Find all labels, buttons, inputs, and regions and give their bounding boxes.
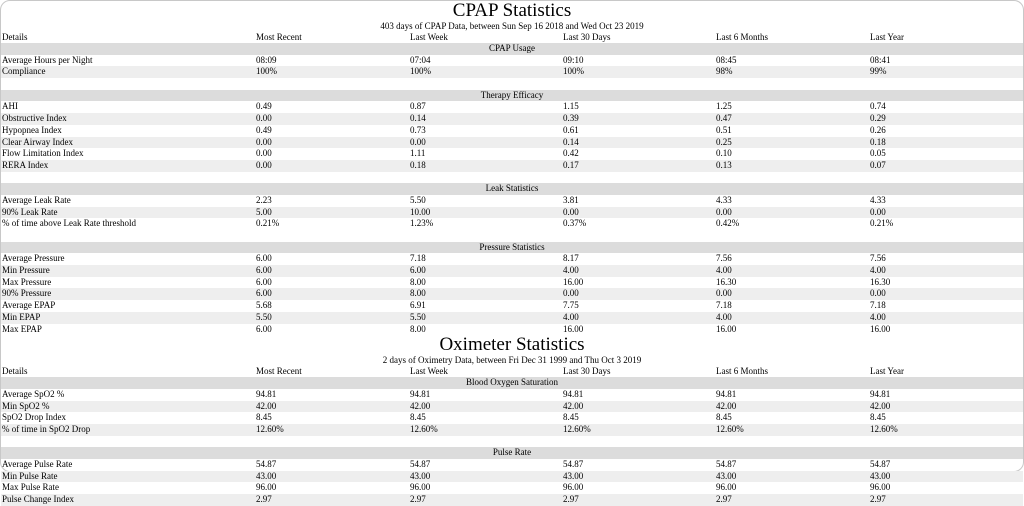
row-value: 0.18 — [410, 159, 426, 170]
row-value: 8.00 — [410, 323, 426, 334]
column-header: Details — [2, 32, 28, 42]
row-value: 0.00 — [563, 288, 579, 299]
column-header: Last Year — [870, 366, 904, 377]
row-value: 16.30 — [870, 276, 891, 287]
row-value: 99% — [870, 66, 887, 77]
row-label: Max Pressure — [2, 276, 52, 287]
row-label: RERA Index — [2, 159, 49, 170]
row-value: 0.87 — [410, 101, 426, 112]
row-value: 2.97 — [256, 494, 272, 505]
row-value: 2.23 — [256, 194, 272, 205]
row-value: 94.81 — [563, 388, 584, 399]
column-header: Last 6 Months — [716, 32, 769, 42]
row-value: 0.21% — [256, 218, 280, 229]
row-value: 6.00 — [410, 265, 426, 276]
row-value: 6.00 — [256, 253, 272, 264]
column-header: Last Week — [410, 366, 448, 377]
row-label: 90% Pressure — [2, 288, 52, 299]
group-header: Leak Statistics — [1, 183, 1023, 195]
group-header: Therapy Efficacy — [1, 90, 1023, 102]
row-value: 0.42% — [716, 218, 740, 229]
row-value: 42.00 — [563, 400, 584, 411]
row-label: Min EPAP — [2, 311, 41, 322]
row-value: 10.00 — [410, 206, 431, 217]
row-value: 4.00 — [870, 311, 886, 322]
row-value: 0.00 — [256, 148, 272, 159]
row-value: 42.00 — [870, 400, 891, 411]
row-value: 0.00 — [256, 159, 272, 170]
table-row — [1, 412, 1023, 424]
row-value: 08:09 — [256, 54, 277, 65]
row-value: 16.00 — [563, 323, 584, 334]
column-header: Last Year — [870, 32, 904, 42]
row-value: 0.05 — [870, 148, 886, 159]
row-value: 6.00 — [256, 265, 272, 276]
group-header: Blood Oxygen Saturation — [1, 377, 1023, 389]
group-header: Pressure Statistics — [1, 242, 1023, 254]
row-label: Hypopnea Index — [2, 124, 62, 135]
row-value: 0.00 — [870, 288, 886, 299]
row-value: 43.00 — [870, 470, 891, 481]
row-value: 07:04 — [410, 54, 431, 65]
row-value: 0.14 — [563, 136, 579, 147]
row-value: 43.00 — [410, 470, 431, 481]
row-value: 4.33 — [716, 194, 732, 205]
row-value: 0.49 — [256, 101, 272, 112]
table-row — [1, 125, 1023, 137]
table-row — [1, 207, 1023, 219]
row-value: 12.60% — [870, 423, 898, 434]
row-value: 0.47 — [716, 113, 732, 124]
row-value: 94.81 — [256, 388, 277, 399]
row-value: 0.26 — [870, 124, 886, 135]
row-value: 0.37% — [563, 218, 587, 229]
row-value: 0.39 — [563, 113, 579, 124]
table-row — [1, 389, 1023, 401]
table-row — [1, 424, 1023, 436]
row-label: Max EPAP — [2, 323, 42, 334]
row-value: 0.73 — [410, 124, 426, 135]
row-label: Min Pulse Rate — [2, 470, 58, 481]
row-value: 4.00 — [563, 311, 579, 322]
row-value: 0.13 — [716, 159, 732, 170]
row-value: 2.97 — [716, 494, 732, 505]
row-value: 100% — [563, 66, 584, 77]
row-value: 8.45 — [256, 412, 272, 423]
row-value: 16.00 — [870, 323, 891, 334]
row-label: Flow Limitation Index — [2, 148, 84, 159]
row-value: 8.45 — [563, 412, 579, 423]
row-value: 16.00 — [563, 276, 584, 287]
row-value: 4.00 — [563, 265, 579, 276]
row-label: % of time in SpO2 Drop — [2, 423, 91, 434]
row-label: Min SpO2 % — [2, 400, 50, 411]
row-value: 54.87 — [563, 459, 584, 469]
cpap-subtitle: 403 days of CPAP Data, between Sun Sep 16 2018 and Wed Oct 23 2019 — [380, 21, 644, 31]
table-row — [1, 288, 1023, 300]
row-value: 7.18 — [870, 300, 886, 311]
group-header: Pulse Rate — [1, 447, 1023, 459]
row-label: Max Pulse Rate — [2, 482, 59, 493]
row-value: 94.81 — [716, 388, 737, 399]
row-value: 94.81 — [410, 388, 431, 399]
row-value: 2.97 — [563, 494, 579, 505]
row-value: 100% — [410, 66, 431, 77]
row-label: Min Pressure — [2, 265, 50, 276]
row-value: 8.45 — [410, 412, 426, 423]
row-value: 16.30 — [716, 276, 737, 287]
row-label: Compliance — [2, 66, 46, 77]
table-row — [1, 101, 1023, 113]
table-row — [1, 265, 1023, 277]
row-value: 08:41 — [870, 54, 891, 65]
row-value: 54.87 — [410, 459, 431, 469]
row-label: Average Pressure — [2, 253, 65, 264]
row-label: Pulse Change Index — [2, 494, 74, 505]
row-value: 8.45 — [716, 412, 732, 423]
table-row — [1, 137, 1023, 149]
row-value: 43.00 — [563, 470, 584, 481]
row-value: 0.00 — [716, 288, 732, 299]
row-value: 12.60% — [410, 423, 438, 434]
row-label: Average Leak Rate — [2, 194, 71, 205]
row-value: 54.87 — [870, 459, 891, 469]
column-header: Last Week — [410, 32, 448, 42]
row-value: 42.00 — [256, 400, 277, 411]
row-value: 8.17 — [563, 253, 579, 264]
group-spacer — [1, 436, 1023, 448]
group-spacer — [1, 172, 1023, 184]
row-value: 0.49 — [256, 124, 272, 135]
row-value: 0.29 — [870, 113, 886, 124]
row-value: 8.00 — [410, 276, 426, 287]
table-row — [1, 218, 1023, 230]
row-value: 0.61 — [563, 124, 579, 135]
row-value: 1.25 — [716, 101, 732, 112]
table-row — [1, 195, 1023, 207]
table-row — [1, 300, 1023, 312]
row-value: 0.74 — [870, 101, 886, 112]
row-value: 0.00 — [563, 206, 579, 217]
row-value: 12.60% — [256, 423, 284, 434]
row-value: 0.42 — [563, 148, 579, 159]
row-value: 6.00 — [256, 276, 272, 287]
row-value: 4.00 — [870, 265, 886, 276]
column-header: Details — [2, 366, 28, 377]
row-value: 0.10 — [716, 148, 732, 159]
row-label: % of time above Leak Rate threshold — [2, 218, 136, 229]
group-header: CPAP Usage — [1, 43, 1023, 55]
table-row — [1, 459, 1023, 471]
row-label: Average EPAP — [2, 300, 56, 311]
row-value: 09:10 — [563, 54, 584, 65]
row-value: 98% — [716, 66, 733, 77]
table-row — [1, 55, 1023, 67]
row-value: 0.00 — [410, 136, 426, 147]
table-row — [1, 471, 1023, 483]
table-row — [1, 160, 1023, 172]
row-value: 42.00 — [410, 400, 431, 411]
cpap-title: CPAP Statistics — [452, 0, 572, 21]
row-label: Average SpO2 % — [2, 388, 65, 399]
row-value: 54.87 — [716, 459, 737, 469]
row-value: 54.87 — [256, 459, 277, 469]
row-value: 0.00 — [716, 206, 732, 217]
table-row — [1, 148, 1023, 160]
row-label: Clear Airway Index — [2, 136, 73, 147]
table-row — [1, 494, 1023, 506]
row-value: 96.00 — [563, 482, 584, 493]
row-value: 96.00 — [870, 482, 891, 493]
column-header: Most Recent — [256, 32, 302, 42]
row-value: 1.11 — [410, 148, 426, 159]
column-header: Last 30 Days — [563, 366, 611, 377]
row-value: 43.00 — [716, 470, 737, 481]
row-value: 08:45 — [716, 54, 737, 65]
row-value: 0.21% — [870, 218, 894, 229]
row-value: 8.00 — [410, 288, 426, 299]
row-value: 7.56 — [716, 253, 732, 264]
row-value: 96.00 — [716, 482, 737, 493]
row-value: 0.18 — [870, 136, 886, 147]
row-label: AHI — [2, 101, 18, 112]
row-value: 5.50 — [410, 311, 426, 322]
row-value: 7.75 — [563, 300, 579, 311]
row-value: 94.81 — [870, 388, 891, 399]
row-value: 100% — [256, 66, 277, 77]
row-value: 96.00 — [256, 482, 277, 493]
row-value: 0.14 — [410, 113, 426, 124]
oximeter-title: Oximeter Statistics — [439, 334, 585, 356]
oximeter-statistics-section — [1, 335, 1023, 506]
row-value: 7.18 — [716, 300, 732, 311]
cpap-column-header-row — [1, 32, 1023, 43]
row-value: 7.56 — [870, 253, 886, 264]
row-value: 1.15 — [563, 101, 579, 112]
row-label: Average Hours per Night — [2, 54, 93, 65]
row-value: 0.07 — [870, 159, 886, 170]
row-value: 0.17 — [563, 159, 579, 170]
row-value: 8.45 — [870, 412, 886, 423]
group-spacer — [1, 230, 1023, 242]
column-header: Last 6 Months — [716, 366, 769, 377]
row-value: 96.00 — [410, 482, 431, 493]
row-value: 0.00 — [256, 136, 272, 147]
row-value: 4.33 — [870, 194, 886, 205]
table-row — [1, 312, 1023, 324]
row-value: 6.91 — [410, 300, 426, 311]
group-spacer — [1, 78, 1023, 90]
row-value: 5.00 — [256, 206, 272, 217]
row-value: 43.00 — [256, 470, 277, 481]
table-row — [1, 401, 1023, 413]
row-label: SpO2 Drop Index — [2, 412, 66, 423]
row-value: 4.00 — [716, 265, 732, 276]
row-value: 0.51 — [716, 124, 732, 135]
row-value: 1.23% — [410, 218, 434, 229]
row-value: 4.00 — [716, 311, 732, 322]
row-value: 2.97 — [410, 494, 426, 505]
row-value: 6.00 — [256, 288, 272, 299]
table-row — [1, 253, 1023, 265]
cpap-statistics-section — [1, 1, 1023, 335]
row-value: 5.68 — [256, 300, 272, 311]
row-value: 0.25 — [716, 136, 732, 147]
table-row — [1, 113, 1023, 125]
table-row — [1, 277, 1023, 289]
row-value: 3.81 — [563, 194, 579, 205]
row-value: 5.50 — [256, 311, 272, 322]
column-header: Last 30 Days — [563, 32, 611, 42]
row-value: 16.00 — [716, 323, 737, 334]
table-row — [1, 482, 1023, 494]
row-label: Obstructive Index — [2, 113, 67, 124]
row-value: 0.00 — [256, 113, 272, 124]
row-label: Average Pulse Rate — [2, 459, 73, 469]
table-row — [1, 66, 1023, 78]
oximeter-subtitle: 2 days of Oximetry Data, between Fri Dec 31 1999 and Thu Oct 3 2019 — [382, 355, 642, 366]
row-value: 2.97 — [870, 494, 886, 505]
row-value: 5.50 — [410, 194, 426, 205]
row-label: 90% Leak Rate — [2, 206, 58, 217]
row-value: 12.60% — [563, 423, 591, 434]
column-header: Most Recent — [256, 366, 302, 377]
row-value: 7.18 — [410, 253, 426, 264]
row-value: 0.00 — [870, 206, 886, 217]
oximeter-column-header-row — [1, 366, 1023, 377]
row-value: 42.00 — [716, 400, 737, 411]
row-value: 6.00 — [256, 323, 272, 334]
row-value: 12.60% — [716, 423, 744, 434]
